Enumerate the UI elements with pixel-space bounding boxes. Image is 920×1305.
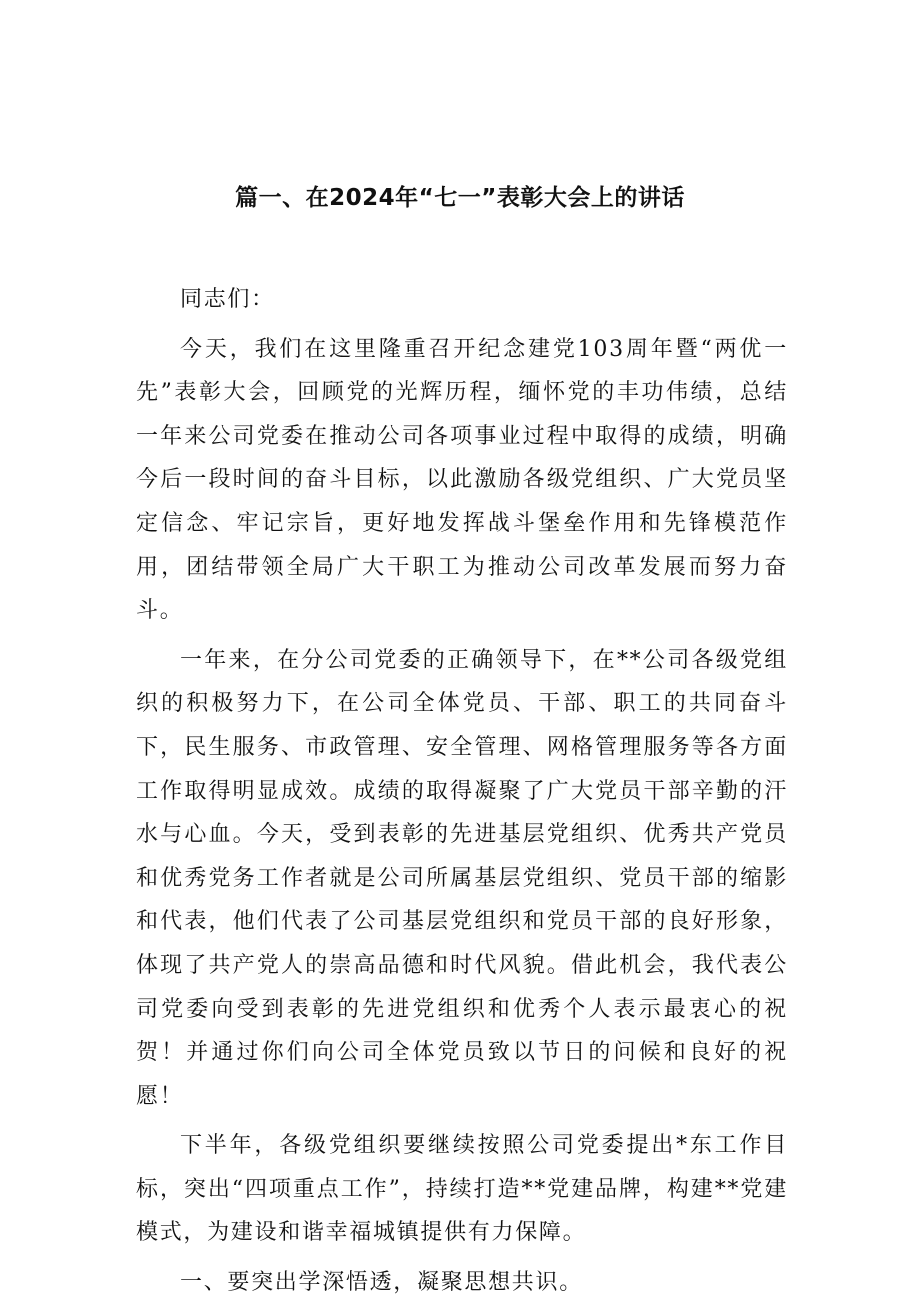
document-body xyxy=(136,278,788,1305)
paragraph-2: 一年来，在分公司党委的正确领导下，在**公司各级党组织的积极努力下，在公司全体党员、干部、职工的共同奋斗下，民生服务、市政管理、安全管理、网格管理服务等各方面工作取得明显成效。成绩的取得凝聚了广大党员干部辛勤的汗水与心血。今天，受到表彰的先进基层党组织、优秀共产党员和优秀党务工作者就是公司所属基层党组织、党员干部的缩影和代表，他们代表了公司基层党组织和党员干部的良好形象，体现了共产党人的崇高品德和时代风貌。借此机会，我代表公司党委向受到表彰的先进党组织和优秀个人表示最衷心的祝贺！并通过你们向公司全体党员致以节日的问候和良好的祝愿！ xyxy=(136,647,788,1109)
section-heading-1: 一、要突出学深悟透，凝聚思想共识。 xyxy=(180,1270,583,1296)
paragraph-3: 下半年，各级党组织要继续按照公司党委提出*东工作目标，突出“四项重点工作”，持续打造**党建品牌，构建**党建模式，为建设和谐幸福城镇提供有力保障。 xyxy=(136,1133,788,1246)
salutation: 同志们： xyxy=(180,287,275,312)
paragraph-1: 今天，我们在这里隆重召开纪念建党103周年暨“两优一先”表彰大会，回顾党的光辉历程，缅怀党的丰功伟绩，总结一年来公司党委在推动公司各项事业过程中取得的成绩，明确今后一段时间的奋斗目标，以此激励各级党组织、广大党员坚定信念、牢记宗旨，更好地发挥战斗堡垒作用和先锋模范作用，团结带领全局广大干职工为推动公司改革发展而努力奋斗。 xyxy=(136,336,788,624)
document-title: 篇一、在2024年“七一”表彰大会上的讲话 xyxy=(235,185,685,211)
